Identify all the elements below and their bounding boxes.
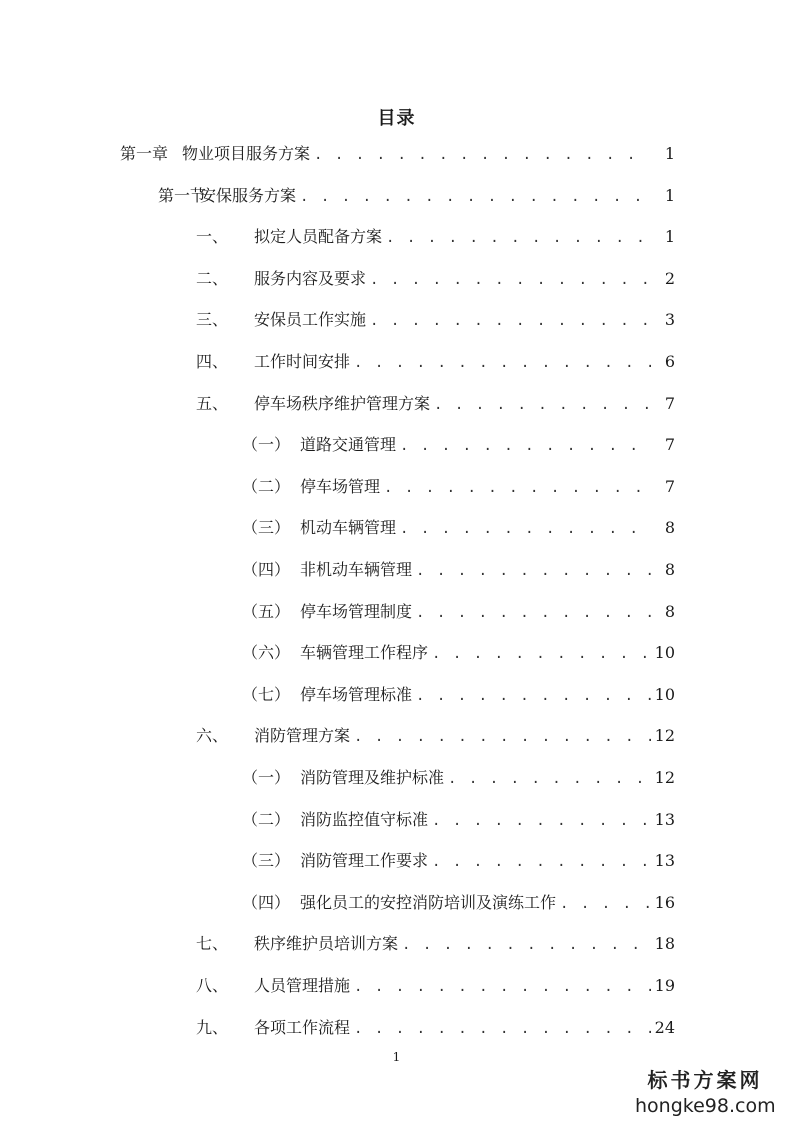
- toc-leader-dots: [384, 480, 651, 496]
- toc-entry-title: 人员管理措施: [254, 976, 351, 995]
- page-number: 1: [392, 1050, 401, 1064]
- watermark-logo: [635, 1064, 775, 1117]
- toc-entry[interactable]: [242, 682, 675, 706]
- toc-entry-title: 物业项目服务方案: [182, 144, 311, 163]
- toc-entry-number: （五）: [242, 602, 291, 621]
- toc-leader-dots: [354, 355, 651, 371]
- watermark-brand: 标书方案网: [647, 1068, 763, 1092]
- toc-entry-title: 消防管理及维护标准: [300, 768, 445, 787]
- toc-entry-title: 消防管理工作要求: [300, 851, 429, 870]
- toc-title: 目录: [377, 108, 416, 129]
- toc-entry-number: 四、: [196, 352, 229, 371]
- toc-entry[interactable]: [242, 474, 675, 498]
- toc-entry-page: 1: [664, 227, 675, 246]
- toc-entry[interactable]: [158, 183, 675, 207]
- toc-entry[interactable]: [242, 432, 675, 456]
- toc-entry-title: 服务内容及要求: [254, 269, 367, 288]
- toc-leader-dots: [402, 937, 651, 953]
- toc-entry-number: （三）: [242, 851, 291, 870]
- toc-entry-title: 工作时间安排: [254, 352, 351, 371]
- toc-entry-page: 2: [664, 269, 675, 288]
- toc-entry-title: 拟定人员配备方案: [254, 227, 383, 246]
- toc-entry-title: 安保服务方案: [200, 186, 297, 205]
- toc-entry-number: 第一节: [158, 186, 207, 205]
- toc-entry-number: 二、: [196, 269, 229, 288]
- toc-entry[interactable]: [196, 307, 675, 331]
- toc-leader-dots: [314, 147, 651, 163]
- toc-entry-page: 1: [664, 144, 675, 163]
- toc-entry-page: 12: [654, 768, 675, 787]
- toc-entry-title: 停车场管理: [300, 477, 381, 496]
- toc-entry[interactable]: [242, 557, 675, 581]
- toc-entry-number: （四）: [242, 560, 291, 579]
- toc-entry-title: 各项工作流程: [254, 1018, 351, 1037]
- toc-entry-number: 八、: [196, 976, 229, 995]
- toc-entry-page: 18: [654, 934, 675, 953]
- toc-entry-number: 七、: [196, 934, 229, 953]
- toc-entry[interactable]: [196, 931, 675, 955]
- toc-entry-title: 停车场管理制度: [300, 602, 413, 621]
- toc-entry-title: 停车场管理标准: [300, 685, 413, 704]
- toc-entry-number: （二）: [242, 810, 291, 829]
- toc-leader-dots: [434, 397, 651, 413]
- toc-entry-number: 一、: [196, 227, 229, 246]
- toc-entry-number: （七）: [242, 685, 291, 704]
- toc-leader-dots: [386, 230, 651, 246]
- toc-entry-number: （三）: [242, 518, 291, 537]
- toc-entry-title: 消防管理方案: [254, 726, 351, 745]
- toc-entry[interactable]: [242, 848, 675, 872]
- toc-entry-page: 8: [664, 602, 675, 621]
- toc-entry-number: 五、: [196, 394, 229, 413]
- toc-leader-dots: [432, 854, 651, 870]
- toc-entry-title: 秩序维护员培训方案: [254, 934, 399, 953]
- toc-leader-dots: [400, 521, 651, 537]
- toc-entry-page: 7: [664, 394, 675, 413]
- toc-entry[interactable]: [242, 599, 675, 623]
- toc-entry-page: 3: [664, 310, 675, 329]
- toc-entry[interactable]: [196, 224, 675, 248]
- toc-leader-dots: [370, 272, 651, 288]
- toc-entry-title: 安保员工作实施: [254, 310, 367, 329]
- toc-entry-title: 道路交通管理: [300, 435, 397, 454]
- toc-entry-number: 三、: [196, 310, 229, 329]
- toc-entry[interactable]: [196, 1015, 675, 1039]
- toc-leader-dots: [370, 313, 651, 329]
- toc-entry[interactable]: [196, 266, 675, 290]
- toc-leader-dots: [448, 771, 651, 787]
- toc-leader-dots: [400, 438, 651, 454]
- toc-entry-number: （四）: [242, 893, 291, 912]
- toc-entry[interactable]: [196, 723, 675, 747]
- toc-entry-number: （六）: [242, 643, 291, 662]
- toc-leader-dots: [300, 189, 651, 205]
- toc-leader-dots: [354, 979, 651, 995]
- toc-leader-dots: [432, 646, 651, 662]
- toc-entry[interactable]: [196, 391, 675, 415]
- toc-entry-page: 8: [664, 518, 675, 537]
- toc-entry-page: 10: [654, 643, 675, 662]
- toc-entry-number: 九、: [196, 1018, 229, 1037]
- toc-leader-dots: [416, 563, 651, 579]
- toc-entry-page: 16: [654, 893, 675, 912]
- toc-entry[interactable]: [120, 141, 675, 165]
- watermark-url: hongke98.com: [635, 1095, 776, 1117]
- toc-entry-page: 7: [664, 477, 675, 496]
- toc-entry-title: 车辆管理工作程序: [300, 643, 429, 662]
- toc-entry-number: （一）: [242, 435, 291, 454]
- toc-entry-page: 6: [664, 352, 675, 371]
- toc-entry-number: 六、: [196, 726, 229, 745]
- toc-leader-dots: [416, 688, 651, 704]
- toc-entry[interactable]: [242, 765, 675, 789]
- toc-leader-dots: [354, 729, 651, 745]
- toc-leader-dots: [560, 896, 651, 912]
- toc-entry-page: 1: [664, 186, 675, 205]
- toc-entry-page: 8: [664, 560, 675, 579]
- toc-entry[interactable]: [196, 349, 675, 373]
- toc-entry[interactable]: [242, 807, 675, 831]
- toc-entry[interactable]: [242, 515, 675, 539]
- toc-entry-title: 停车场秩序维护管理方案: [254, 394, 431, 413]
- toc-entry-page: 19: [654, 976, 675, 995]
- toc-entry[interactable]: [242, 640, 675, 664]
- toc-entry-page: 12: [654, 726, 675, 745]
- toc-entry-title: 强化员工的安控消防培训及演练工作: [300, 893, 557, 912]
- toc-entry[interactable]: [242, 890, 675, 914]
- toc-entry-page: 7: [664, 435, 675, 454]
- toc-entry[interactable]: [196, 973, 675, 997]
- toc-entry-page: 24: [654, 1018, 675, 1037]
- toc-entry-number: （一）: [242, 768, 291, 787]
- toc-leader-dots: [432, 813, 651, 829]
- toc-entry-number: 第一章: [120, 144, 169, 163]
- toc-entry-page: 10: [654, 685, 675, 704]
- toc-entry-title: 非机动车辆管理: [300, 560, 413, 579]
- toc-entry-number: （二）: [242, 477, 291, 496]
- toc-entry-title: 机动车辆管理: [300, 518, 397, 537]
- toc-leader-dots: [354, 1021, 651, 1037]
- toc-entry-page: 13: [654, 810, 675, 829]
- toc-entry-title: 消防监控值守标准: [300, 810, 429, 829]
- toc-leader-dots: [416, 605, 651, 621]
- toc-entry-page: 13: [654, 851, 675, 870]
